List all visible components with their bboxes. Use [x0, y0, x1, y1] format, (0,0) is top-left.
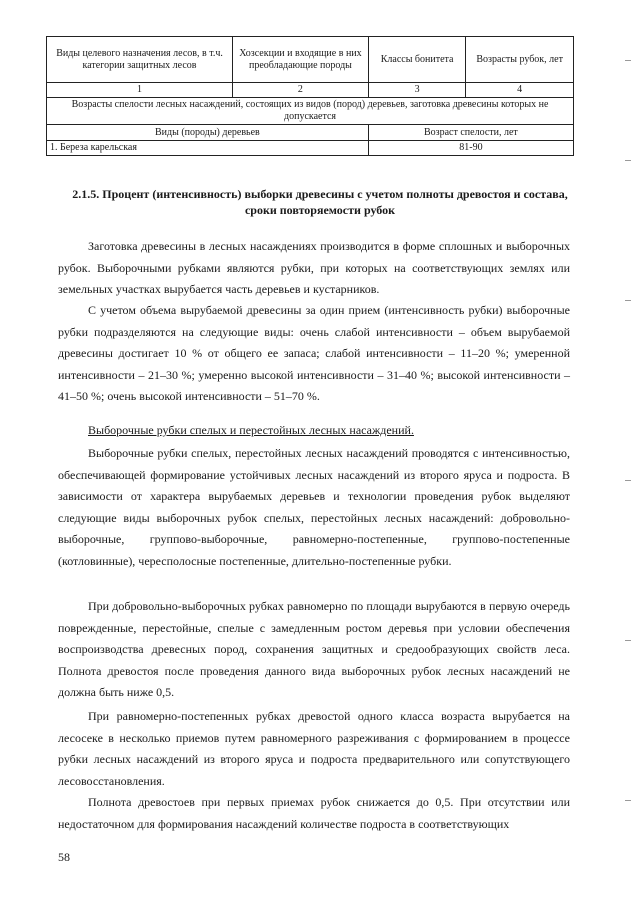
- table-row: [47, 141, 574, 156]
- table-cell-age: 81-90: [368, 141, 573, 156]
- table-header-cell: Возрасты рубок, лет: [466, 37, 574, 83]
- paragraph: Полнота древостоев при первых приемах рубок снижается до 0,5. При отсутствии или недостаточном для формирования насаждений количестве подроста в соответствующих: [58, 795, 570, 831]
- table-number-cell: 3: [368, 83, 466, 98]
- table-header-row: [47, 37, 574, 83]
- table-number-row: [47, 83, 574, 98]
- table-cell-species: 1. Береза карельская: [47, 141, 369, 156]
- table-header-cell: Виды целевого назначения лесов, в т.ч. категории защитных лесов: [47, 37, 233, 83]
- paragraph: При равномерно-постепенных рубках древостой одного класса возраста вырубается на лесосеке в несколько приемов путем равномерного разреживания с формированием в процессе рубки лесных насаждений из второго яруса и подроста предварительного или сопутствующего лесовосстановления.: [58, 709, 570, 788]
- scan-edge-mark: [625, 640, 631, 641]
- table-number-cell: 4: [466, 83, 574, 98]
- scan-edge-mark: [625, 800, 631, 801]
- table-header-cell: Классы бонитета: [368, 37, 466, 83]
- paragraph: Выборочные рубки спелых, перестойных лесных насаждений проводятся с интенсивностью, обеспечивающей формирование устойчивых лесных насаждений из второго яруса и подроста. В зависимости от характера вырубаемых деревьев и технологии проведения рубок выделяют следующие виды выборочных рубок спелых, перестойных лесных насаждений: добровольно-выборочные, группово-выборочные, равномерно-постепенные, группово-постепенные (котловинные), чересполосные постепенные, длительно-постепенные рубки.: [58, 446, 570, 568]
- table-header-cell: Хозсекции и входящие в них преобладающие породы: [233, 37, 369, 83]
- table-number-cell: 1: [47, 83, 233, 98]
- scan-edge-mark: [625, 300, 631, 301]
- page-number: 58: [58, 850, 70, 864]
- subheading: Выборочные рубки спелых и перестойных лесных насаждений.: [88, 423, 414, 437]
- table-number-cell: 2: [233, 83, 369, 98]
- table-subheader-species: Виды (породы) деревьев: [47, 125, 369, 141]
- scan-edge-mark: [625, 60, 631, 61]
- scan-edge-mark: [625, 160, 631, 161]
- paragraph: С учетом объема вырубаемой древесины за один прием (интенсивность рубки) выборочные рубки подразделяются на следующие виды: очень слабой интенсивности – объем вырубаемой древесины достигает 10 % от общего ее запаса; слабой интенсивности – 11–20 %; умеренной интенсивности – 21–30 %; умеренно высокой интенсивности – 31–40 %; высокой интенсивности – 41–50 %; очень высокой интенсивности – 51–70 %.: [58, 303, 570, 403]
- table-note-row: [47, 98, 574, 125]
- paragraph: При добровольно-выборочных рубках равномерно по площади вырубаются в первую очередь поврежденные, перестойные, спелые с замедленным ростом деревья при условии обеспечения воспроизводства древесных пород, сохранения защитных и средообразующих свойств леса. Полнота древостоя после проведения данного вида выборочных рубок лесных насаждений не должна быть ниже 0,5.: [58, 599, 570, 699]
- scan-edge-mark: [625, 480, 631, 481]
- table-note-cell: Возрасты спелости лесных насаждений, состоящих из видов (пород) деревьев, заготовка древесины которых не допускается: [47, 98, 574, 125]
- section-title: 2.1.5. Процент (интенсивность) выборки древесины с учетом полноты древостоя и состава, сроки повторяемости рубок: [72, 187, 568, 217]
- table-subheader-age: Возраст спелости, лет: [368, 125, 573, 141]
- paragraph: Заготовка древесины в лесных насаждениях производится в форме сплошных и выборочных рубок. Выборочными рубками являются рубки, при которых на соответствующих землях или земельных участках вырубается часть деревьев и кустарников.: [58, 239, 570, 296]
- cutting-age-table: [46, 36, 574, 156]
- table-subheader-row: [47, 125, 574, 141]
